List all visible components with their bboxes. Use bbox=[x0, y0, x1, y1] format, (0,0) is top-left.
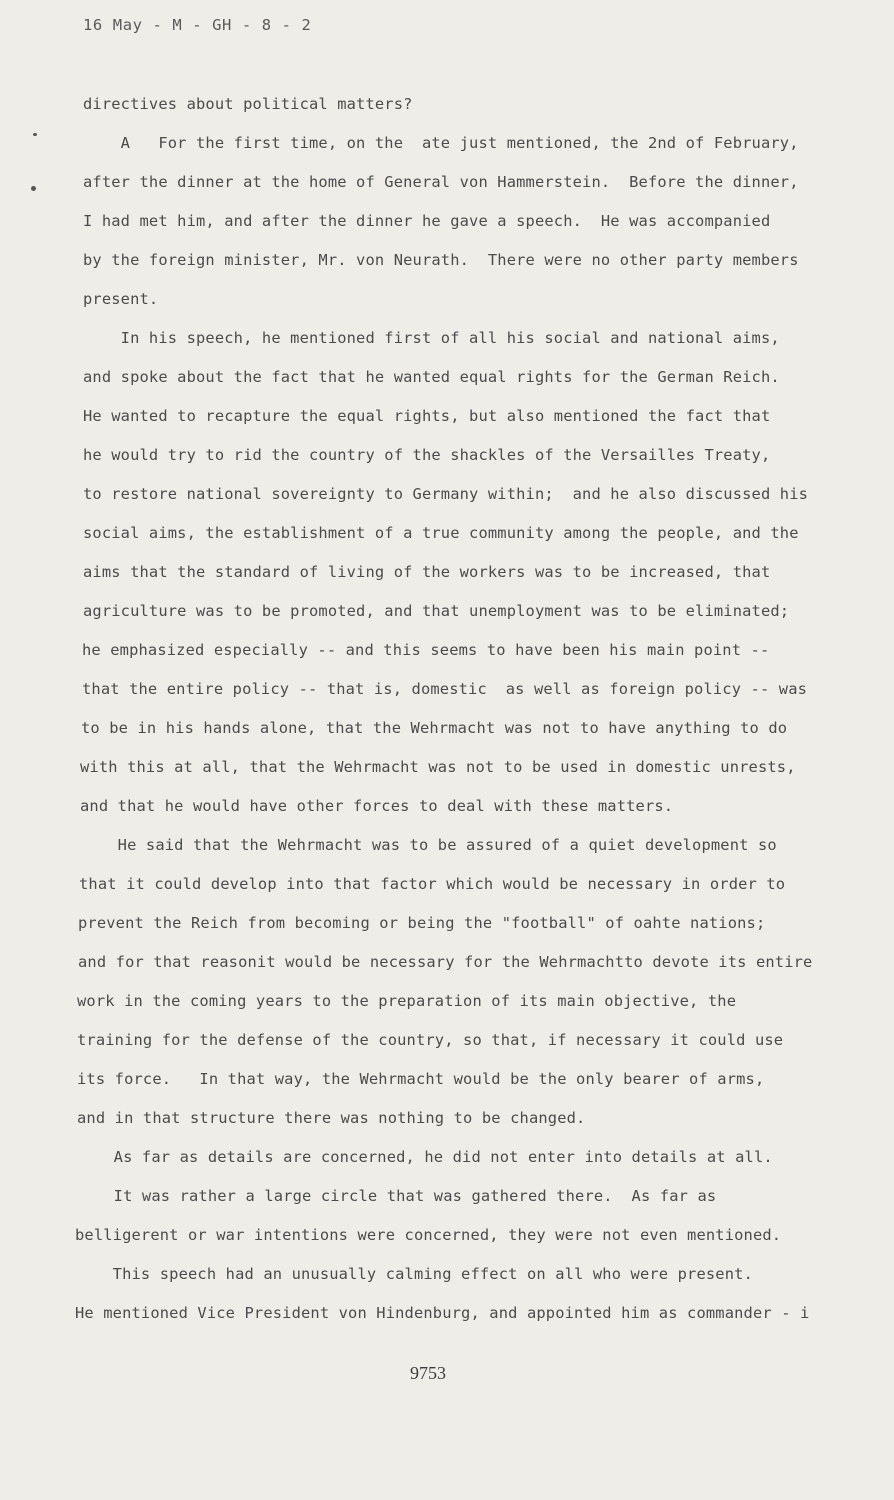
margin-mark bbox=[33, 133, 37, 136]
text-line: present. bbox=[83, 290, 159, 308]
text-line: after the dinner at the home of General von Hammerstein. Before the dinner, bbox=[83, 173, 799, 191]
text-line: that the entire policy -- that is, domestic as well as foreign policy -- was bbox=[82, 680, 808, 698]
margin-mark bbox=[31, 186, 36, 191]
text-line: work in the coming years to the preparation of its main objective, the bbox=[77, 992, 737, 1010]
text-line: and spoke about the fact that he wanted equal rights for the German Reich. bbox=[83, 368, 780, 386]
text-line: I had met him, and after the dinner he gave a speech. He was accompanied bbox=[83, 212, 771, 230]
text-line: In his speech, he mentioned first of all his social and national aims, bbox=[83, 329, 780, 347]
text-line: aims that the standard of living of the workers was to be increased, that bbox=[83, 563, 771, 581]
text-line: prevent the Reich from becoming or being the "football" of oahte nations; bbox=[78, 914, 766, 932]
text-line: that it could develop into that factor which would be necessary in order to bbox=[79, 875, 786, 893]
text-line: A For the first time, on the ate just mentioned, the 2nd of February, bbox=[83, 134, 799, 152]
text-line: belligerent or war intentions were concerned, they were not even mentioned. bbox=[75, 1226, 782, 1244]
text-line: training for the defense of the country, so that, if necessary it could use bbox=[77, 1031, 784, 1049]
text-line: He mentioned Vice President von Hindenburg, and appointed him as commander - i bbox=[75, 1304, 810, 1322]
text-line: He said that the Wehrmacht was to be assured of a quiet development so bbox=[80, 836, 777, 854]
text-line: to restore national sovereignty to Germany within; and he also discussed his bbox=[83, 485, 809, 503]
text-line: This speech had an unusually calming effect on all who were present. bbox=[75, 1265, 753, 1283]
text-line: He wanted to recapture the equal rights, but also mentioned the fact that bbox=[83, 407, 771, 425]
text-line: to be in his hands alone, that the Wehrmacht was not to have anything to do bbox=[81, 719, 788, 737]
text-line: social aims, the establishment of a true community among the people, and the bbox=[83, 524, 799, 542]
text-line: with this at all, that the Wehrmacht was not to be used in domestic unrests, bbox=[80, 758, 796, 776]
text-line: directives about political matters? bbox=[83, 95, 413, 113]
text-line: its force. In that way, the Wehrmacht would be the only bearer of arms, bbox=[77, 1070, 765, 1088]
document-header: 16 May - M - GH - 8 - 2 bbox=[83, 16, 312, 34]
page-number: 9753 bbox=[410, 1363, 446, 1383]
text-line: he would try to rid the country of the shackles of the Versailles Treaty, bbox=[83, 446, 771, 464]
text-line: and that he would have other forces to deal with these matters. bbox=[80, 797, 674, 815]
text-line: and in that structure there was nothing to be changed. bbox=[77, 1109, 586, 1127]
text-line: It was rather a large circle that was gathered there. As far as bbox=[76, 1187, 717, 1205]
text-line: agriculture was to be promoted, and that unemployment was to be eliminated; bbox=[83, 602, 790, 620]
text-line: by the foreign minister, Mr. von Neurath. There were no other party members bbox=[83, 251, 799, 269]
text-line: he emphasized especially -- and this seems to have been his main point -- bbox=[82, 641, 770, 659]
text-line: As far as details are concerned, he did not enter into details at all. bbox=[76, 1148, 773, 1166]
text-line: and for that reasonit would be necessary for the Wehrmachtto devote its entire bbox=[78, 953, 813, 971]
